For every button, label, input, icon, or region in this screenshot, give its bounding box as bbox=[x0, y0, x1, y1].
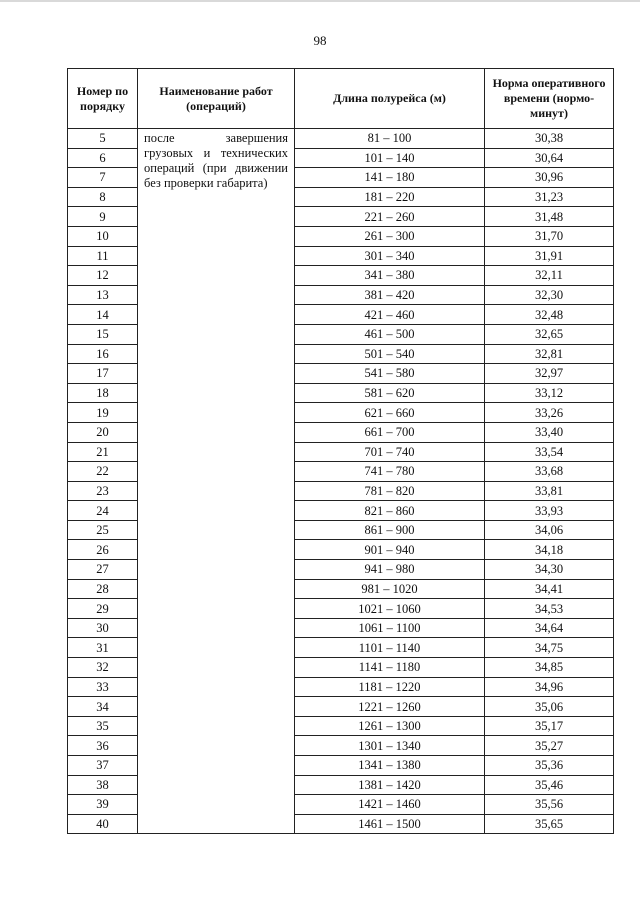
row-norm-time: 30,96 bbox=[485, 168, 614, 188]
table-row bbox=[68, 129, 614, 149]
row-half-trip-length: 461 – 500 bbox=[295, 324, 485, 344]
row-norm-time: 32,48 bbox=[485, 305, 614, 325]
row-number: 36 bbox=[68, 736, 138, 756]
header-norm-time: Норма оперативного времени (нормо-минут) bbox=[485, 69, 614, 129]
row-norm-time: 32,81 bbox=[485, 344, 614, 364]
row-number: 20 bbox=[68, 422, 138, 442]
row-number: 19 bbox=[68, 403, 138, 423]
row-number: 27 bbox=[68, 560, 138, 580]
row-norm-time: 34,96 bbox=[485, 677, 614, 697]
row-half-trip-length: 181 – 220 bbox=[295, 187, 485, 207]
row-number: 40 bbox=[68, 814, 138, 834]
row-half-trip-length: 341 – 380 bbox=[295, 266, 485, 286]
row-half-trip-length: 701 – 740 bbox=[295, 442, 485, 462]
row-norm-time: 34,53 bbox=[485, 599, 614, 619]
row-norm-time: 34,30 bbox=[485, 560, 614, 580]
row-half-trip-length: 221 – 260 bbox=[295, 207, 485, 227]
row-norm-time: 35,17 bbox=[485, 716, 614, 736]
row-half-trip-length: 1421 – 1460 bbox=[295, 795, 485, 815]
row-norm-time: 34,85 bbox=[485, 658, 614, 678]
row-norm-time: 33,93 bbox=[485, 501, 614, 521]
row-number: 10 bbox=[68, 226, 138, 246]
row-number: 35 bbox=[68, 716, 138, 736]
row-number: 31 bbox=[68, 638, 138, 658]
row-number: 6 bbox=[68, 148, 138, 168]
table-header bbox=[68, 69, 614, 129]
row-half-trip-length: 501 – 540 bbox=[295, 344, 485, 364]
row-half-trip-length: 941 – 980 bbox=[295, 560, 485, 580]
row-half-trip-length: 661 – 700 bbox=[295, 422, 485, 442]
row-number: 7 bbox=[68, 168, 138, 188]
norms-table bbox=[67, 68, 614, 834]
operation-name: после завершения грузовых и технических операций (при движении без проверки габарита) bbox=[138, 129, 295, 834]
row-norm-time: 33,40 bbox=[485, 422, 614, 442]
row-number: 32 bbox=[68, 658, 138, 678]
row-half-trip-length: 1181 – 1220 bbox=[295, 677, 485, 697]
row-half-trip-length: 861 – 900 bbox=[295, 520, 485, 540]
row-number: 13 bbox=[68, 285, 138, 305]
row-half-trip-length: 741 – 780 bbox=[295, 462, 485, 482]
row-norm-time: 33,12 bbox=[485, 383, 614, 403]
row-half-trip-length: 261 – 300 bbox=[295, 226, 485, 246]
top-scan-edge bbox=[0, 0, 640, 2]
row-norm-time: 31,23 bbox=[485, 187, 614, 207]
row-half-trip-length: 541 – 580 bbox=[295, 364, 485, 384]
row-half-trip-length: 1381 – 1420 bbox=[295, 775, 485, 795]
row-norm-time: 32,97 bbox=[485, 364, 614, 384]
row-half-trip-length: 1061 – 1100 bbox=[295, 618, 485, 638]
row-norm-time: 33,81 bbox=[485, 481, 614, 501]
row-norm-time: 33,26 bbox=[485, 403, 614, 423]
header-half-trip-length: Длина полурейса (м) bbox=[295, 69, 485, 129]
row-number: 15 bbox=[68, 324, 138, 344]
row-norm-time: 31,70 bbox=[485, 226, 614, 246]
row-number: 9 bbox=[68, 207, 138, 227]
row-norm-time: 35,46 bbox=[485, 775, 614, 795]
row-norm-time: 34,18 bbox=[485, 540, 614, 560]
row-number: 28 bbox=[68, 579, 138, 599]
row-half-trip-length: 581 – 620 bbox=[295, 383, 485, 403]
row-number: 26 bbox=[68, 540, 138, 560]
row-number: 17 bbox=[68, 364, 138, 384]
row-norm-time: 30,38 bbox=[485, 129, 614, 149]
row-half-trip-length: 1021 – 1060 bbox=[295, 599, 485, 619]
row-norm-time: 34,75 bbox=[485, 638, 614, 658]
row-number: 23 bbox=[68, 481, 138, 501]
row-half-trip-length: 1341 – 1380 bbox=[295, 756, 485, 776]
row-number: 38 bbox=[68, 775, 138, 795]
row-half-trip-length: 1141 – 1180 bbox=[295, 658, 485, 678]
row-norm-time: 35,06 bbox=[485, 697, 614, 717]
row-norm-time: 32,11 bbox=[485, 266, 614, 286]
row-norm-time: 30,64 bbox=[485, 148, 614, 168]
row-number: 16 bbox=[68, 344, 138, 364]
row-half-trip-length: 821 – 860 bbox=[295, 501, 485, 521]
row-half-trip-length: 421 – 460 bbox=[295, 305, 485, 325]
row-norm-time: 35,65 bbox=[485, 814, 614, 834]
row-norm-time: 32,30 bbox=[485, 285, 614, 305]
row-half-trip-length: 621 – 660 bbox=[295, 403, 485, 423]
row-half-trip-length: 81 – 100 bbox=[295, 129, 485, 149]
row-norm-time: 35,36 bbox=[485, 756, 614, 776]
row-half-trip-length: 901 – 940 bbox=[295, 540, 485, 560]
row-number: 8 bbox=[68, 187, 138, 207]
row-number: 11 bbox=[68, 246, 138, 266]
row-half-trip-length: 781 – 820 bbox=[295, 481, 485, 501]
header-row bbox=[68, 69, 614, 129]
row-norm-time: 35,56 bbox=[485, 795, 614, 815]
row-norm-time: 34,06 bbox=[485, 520, 614, 540]
row-half-trip-length: 1101 – 1140 bbox=[295, 638, 485, 658]
row-half-trip-length: 301 – 340 bbox=[295, 246, 485, 266]
row-norm-time: 33,68 bbox=[485, 462, 614, 482]
row-number: 37 bbox=[68, 756, 138, 776]
row-half-trip-length: 381 – 420 bbox=[295, 285, 485, 305]
row-number: 33 bbox=[68, 677, 138, 697]
row-number: 24 bbox=[68, 501, 138, 521]
row-number: 39 bbox=[68, 795, 138, 815]
header-operation-name: Наименование работ (операций) bbox=[138, 69, 295, 129]
row-number: 29 bbox=[68, 599, 138, 619]
row-number: 14 bbox=[68, 305, 138, 325]
row-number: 34 bbox=[68, 697, 138, 717]
row-number: 22 bbox=[68, 462, 138, 482]
row-number: 12 bbox=[68, 266, 138, 286]
row-norm-time: 34,64 bbox=[485, 618, 614, 638]
row-half-trip-length: 1221 – 1260 bbox=[295, 697, 485, 717]
row-norm-time: 31,91 bbox=[485, 246, 614, 266]
header-number: Номер по порядку bbox=[68, 69, 138, 129]
page-number: 98 bbox=[313, 33, 327, 48]
row-norm-time: 33,54 bbox=[485, 442, 614, 462]
row-number: 18 bbox=[68, 383, 138, 403]
row-norm-time: 35,27 bbox=[485, 736, 614, 756]
row-half-trip-length: 981 – 1020 bbox=[295, 579, 485, 599]
row-half-trip-length: 101 – 140 bbox=[295, 148, 485, 168]
table-body bbox=[68, 129, 614, 834]
row-half-trip-length: 1461 – 1500 bbox=[295, 814, 485, 834]
row-half-trip-length: 141 – 180 bbox=[295, 168, 485, 188]
row-half-trip-length: 1301 – 1340 bbox=[295, 736, 485, 756]
row-number: 5 bbox=[68, 129, 138, 149]
row-norm-time: 31,48 bbox=[485, 207, 614, 227]
row-number: 25 bbox=[68, 520, 138, 540]
row-number: 21 bbox=[68, 442, 138, 462]
row-norm-time: 34,41 bbox=[485, 579, 614, 599]
row-norm-time: 32,65 bbox=[485, 324, 614, 344]
row-half-trip-length: 1261 – 1300 bbox=[295, 716, 485, 736]
row-number: 30 bbox=[68, 618, 138, 638]
